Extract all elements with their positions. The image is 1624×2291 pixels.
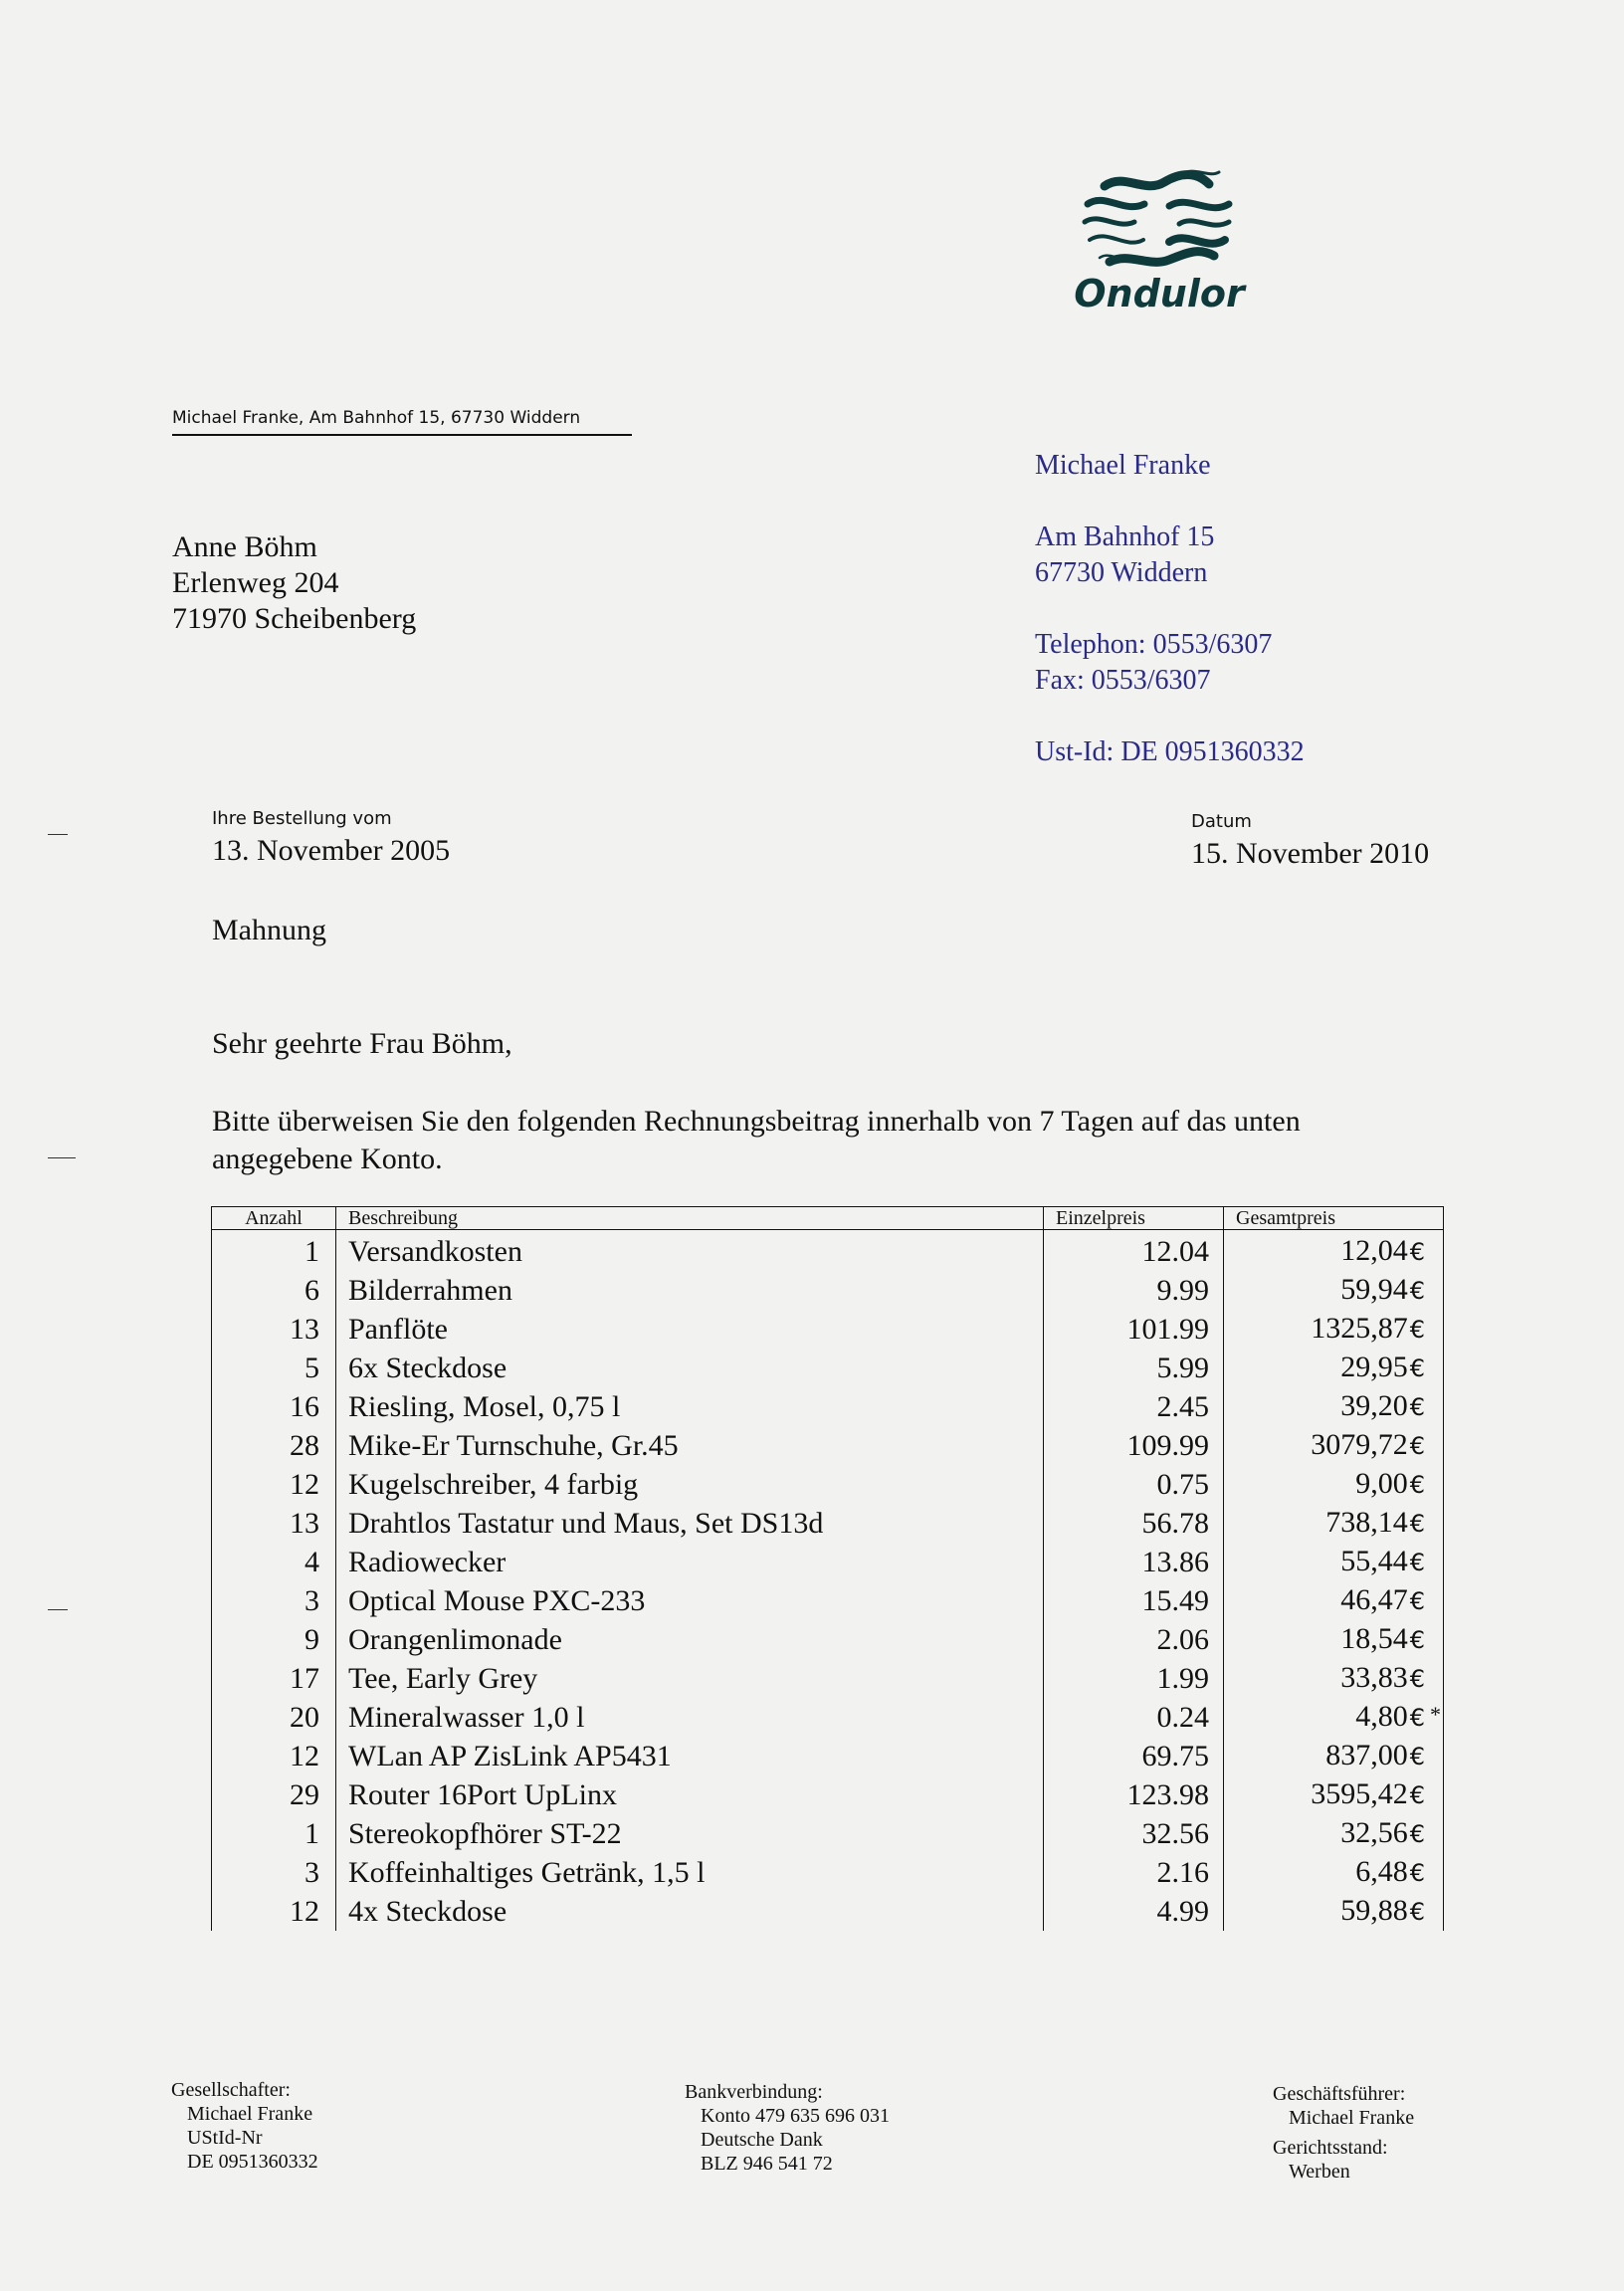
total-amount: 29,95 xyxy=(1340,1351,1408,1383)
total-amount: 837,00 xyxy=(1325,1739,1408,1771)
total-amount: 33,83 xyxy=(1340,1661,1408,1694)
cell-unit-price: 101.99 xyxy=(1044,1310,1224,1349)
cell-description: Radiowecker xyxy=(336,1543,1044,1581)
table-row xyxy=(212,1426,1444,1465)
column-header-unit-price: Einzelpreis xyxy=(1044,1207,1224,1230)
cell-description: Kugelschreiber, 4 farbig xyxy=(336,1465,1044,1504)
cell-description: Drahtlos Tastatur und Maus, Set DS13d xyxy=(336,1504,1044,1543)
footer-bank-line: Deutsche Dank xyxy=(701,2129,823,2151)
euro-icon: € xyxy=(1409,1626,1425,1654)
cell-unit-price: 2.45 xyxy=(1044,1387,1224,1426)
euro-icon: € xyxy=(1409,1471,1425,1499)
footer-management-title: Geschäftsführer: xyxy=(1273,2083,1406,2105)
table-row xyxy=(212,1814,1444,1853)
cell-description: 6x Steckdose xyxy=(336,1349,1044,1387)
cell-description: Mike-Er Turnschuhe, Gr.45 xyxy=(336,1426,1044,1465)
table-row xyxy=(212,1230,1444,1272)
table-row xyxy=(212,1775,1444,1814)
cell-total-price xyxy=(1224,1581,1444,1620)
table-row xyxy=(212,1271,1444,1310)
cell-quantity: 13 xyxy=(212,1310,336,1349)
column-header-description: Beschreibung xyxy=(336,1207,1044,1230)
total-amount: 18,54 xyxy=(1340,1622,1408,1655)
cell-total-price xyxy=(1224,1853,1444,1892)
cell-total-price xyxy=(1224,1349,1444,1387)
cell-quantity: 1 xyxy=(212,1814,336,1853)
footer-partners-line: DE 0951360332 xyxy=(187,2151,318,2173)
total-amount: 3595,42 xyxy=(1311,1777,1408,1810)
invoice-table xyxy=(211,1206,1443,1931)
euro-icon: € xyxy=(1409,1432,1425,1460)
logo-text: Ondulor xyxy=(1074,272,1245,315)
cell-description: Router 16Port UpLinx xyxy=(336,1775,1044,1814)
cell-quantity: 17 xyxy=(212,1659,336,1698)
column-header-quantity: Anzahl xyxy=(212,1207,336,1230)
table-row xyxy=(212,1620,1444,1659)
cell-description: Orangenlimonade xyxy=(336,1620,1044,1659)
table-row xyxy=(212,1581,1444,1620)
cell-quantity: 13 xyxy=(212,1504,336,1543)
table-row xyxy=(212,1892,1444,1931)
fold-mark xyxy=(48,1609,68,1610)
euro-icon: € xyxy=(1409,1743,1425,1770)
total-amount: 55,44 xyxy=(1340,1545,1408,1577)
sender-city: 67730 Widdern xyxy=(1035,557,1208,588)
cell-total-price xyxy=(1224,1387,1444,1426)
cell-quantity: 16 xyxy=(212,1387,336,1426)
cell-total-price xyxy=(1224,1698,1444,1737)
fold-mark xyxy=(48,834,68,835)
cell-quantity: 3 xyxy=(212,1853,336,1892)
cell-description: 4x Steckdose xyxy=(336,1892,1044,1931)
recipient-name: Anne Böhm xyxy=(172,530,317,563)
letter-subject: Mahnung xyxy=(212,914,326,946)
table-row xyxy=(212,1698,1444,1737)
cell-quantity: 1 xyxy=(212,1230,336,1272)
footer-partners xyxy=(171,2078,318,2174)
cell-unit-price: 4.99 xyxy=(1044,1892,1224,1931)
total-amount: 46,47 xyxy=(1340,1583,1408,1616)
cell-total-price xyxy=(1224,1892,1444,1931)
euro-icon: € xyxy=(1409,1859,1425,1887)
cell-unit-price: 1.99 xyxy=(1044,1659,1224,1698)
footer-bank-line: BLZ 946 541 72 xyxy=(701,2153,833,2175)
footer-partners-line: UStId-Nr xyxy=(187,2127,263,2149)
cell-description: Koffeinhaltiges Getränk, 1,5 l xyxy=(336,1853,1044,1892)
cell-description: Riesling, Mosel, 0,75 l xyxy=(336,1387,1044,1426)
cell-description: WLan AP ZisLink AP5431 xyxy=(336,1737,1044,1775)
footer-bank-title: Bankverbindung: xyxy=(685,2081,823,2103)
cell-description: Versandkosten xyxy=(336,1230,1044,1272)
cell-unit-price: 123.98 xyxy=(1044,1775,1224,1814)
cell-total-price xyxy=(1224,1465,1444,1504)
total-amount: 9,00 xyxy=(1355,1467,1408,1500)
cell-description: Stereokopfhörer ST-22 xyxy=(336,1814,1044,1853)
table-row xyxy=(212,1853,1444,1892)
cell-quantity: 5 xyxy=(212,1349,336,1387)
footer-bank-line: Konto 479 635 696 031 xyxy=(701,2105,890,2127)
table-row xyxy=(212,1504,1444,1543)
euro-icon: € xyxy=(1409,1898,1425,1926)
cell-quantity: 12 xyxy=(212,1737,336,1775)
cell-quantity: 9 xyxy=(212,1620,336,1659)
cell-total-price xyxy=(1224,1504,1444,1543)
cell-unit-price: 69.75 xyxy=(1044,1737,1224,1775)
cell-total-price xyxy=(1224,1659,1444,1698)
euro-icon: € xyxy=(1409,1549,1425,1576)
cell-unit-price: 32.56 xyxy=(1044,1814,1224,1853)
cell-quantity: 28 xyxy=(212,1426,336,1465)
euro-icon: € xyxy=(1409,1238,1425,1266)
footnote-mark: * xyxy=(1430,1702,1441,1727)
euro-icon: € xyxy=(1409,1510,1425,1538)
cell-description: Panflöte xyxy=(336,1310,1044,1349)
euro-icon: € xyxy=(1409,1316,1425,1344)
table-row xyxy=(212,1310,1444,1349)
date-label: Datum xyxy=(1191,811,1252,832)
cell-unit-price: 13.86 xyxy=(1044,1543,1224,1581)
sender-street: Am Bahnhof 15 xyxy=(1035,521,1215,552)
cell-unit-price: 12.04 xyxy=(1044,1230,1224,1272)
cell-unit-price: 9.99 xyxy=(1044,1271,1224,1310)
wave-logo-icon xyxy=(1070,164,1249,274)
footer-partners-title: Gesellschafter: xyxy=(171,2079,291,2101)
sender-ustid: Ust-Id: DE 0951360332 xyxy=(1035,736,1305,767)
cell-total-price xyxy=(1224,1775,1444,1814)
cell-quantity: 6 xyxy=(212,1271,336,1310)
recipient-city: 71970 Scheibenberg xyxy=(172,602,417,635)
table-row xyxy=(212,1543,1444,1581)
cell-quantity: 12 xyxy=(212,1892,336,1931)
footer-bank xyxy=(685,2080,890,2176)
sender-info xyxy=(1035,448,1305,770)
euro-icon: € xyxy=(1409,1704,1425,1732)
cell-description: Mineralwasser 1,0 l xyxy=(336,1698,1044,1737)
cell-description: Tee, Early Grey xyxy=(336,1659,1044,1698)
total-amount: 1325,87 xyxy=(1311,1312,1408,1345)
total-amount: 4,80 xyxy=(1355,1700,1408,1733)
cell-unit-price: 0.75 xyxy=(1044,1465,1224,1504)
total-amount: 32,56 xyxy=(1340,1816,1408,1849)
cell-total-price xyxy=(1224,1230,1444,1272)
recipient-address xyxy=(172,529,416,637)
euro-icon: € xyxy=(1409,1393,1425,1421)
company-logo xyxy=(1070,164,1249,333)
cell-total-price xyxy=(1224,1426,1444,1465)
table-row xyxy=(212,1387,1444,1426)
cell-unit-price: 0.24 xyxy=(1044,1698,1224,1737)
letter-greeting: Sehr geehrte Frau Böhm, xyxy=(212,1027,512,1060)
total-amount: 12,04 xyxy=(1340,1234,1408,1267)
cell-quantity: 20 xyxy=(212,1698,336,1737)
sender-name: Michael Franke xyxy=(1035,450,1211,481)
euro-icon: € xyxy=(1409,1277,1425,1305)
cell-total-price xyxy=(1224,1543,1444,1581)
euro-icon: € xyxy=(1409,1587,1425,1615)
recipient-street: Erlenweg 204 xyxy=(172,566,339,599)
table-row xyxy=(212,1465,1444,1504)
euro-icon: € xyxy=(1409,1820,1425,1848)
order-date: 13. November 2005 xyxy=(212,834,451,867)
cell-total-price xyxy=(1224,1310,1444,1349)
sender-phone: Telephon: 0553/6307 xyxy=(1035,629,1273,660)
table-header-row xyxy=(212,1207,1444,1230)
table-row xyxy=(212,1737,1444,1775)
letter-body: Bitte überweisen Sie den folgenden Rechnungsbeitrag innerhalb von 7 Tagen auf das unten angegebene Konto. xyxy=(212,1105,1301,1175)
order-date-label: Ihre Bestellung vom xyxy=(212,808,392,829)
sender-fax: Fax: 0553/6307 xyxy=(1035,665,1211,696)
table-row xyxy=(212,1349,1444,1387)
euro-icon: € xyxy=(1409,1354,1425,1382)
cell-total-price xyxy=(1224,1271,1444,1310)
footer-management xyxy=(1273,2082,1414,2184)
footer-jurisdiction-place: Werben xyxy=(1289,2161,1350,2183)
cell-quantity: 29 xyxy=(212,1775,336,1814)
total-amount: 738,14 xyxy=(1325,1506,1408,1539)
cell-unit-price: 15.49 xyxy=(1044,1581,1224,1620)
letter-date: 15. November 2010 xyxy=(1191,837,1430,870)
total-amount: 59,88 xyxy=(1340,1894,1408,1927)
cell-unit-price: 56.78 xyxy=(1044,1504,1224,1543)
cell-quantity: 3 xyxy=(212,1581,336,1620)
cell-total-price xyxy=(1224,1737,1444,1775)
table-row xyxy=(212,1659,1444,1698)
cell-unit-price: 2.06 xyxy=(1044,1620,1224,1659)
cell-quantity: 12 xyxy=(212,1465,336,1504)
footer-jurisdiction-title: Gerichtsstand: xyxy=(1273,2137,1388,2159)
cell-unit-price: 5.99 xyxy=(1044,1349,1224,1387)
column-header-total-price: Gesamtpreis xyxy=(1224,1207,1444,1230)
total-amount: 6,48 xyxy=(1355,1855,1408,1888)
cell-unit-price: 109.99 xyxy=(1044,1426,1224,1465)
total-amount: 39,20 xyxy=(1340,1389,1408,1422)
cell-description: Optical Mouse PXC-233 xyxy=(336,1581,1044,1620)
cell-unit-price: 2.16 xyxy=(1044,1853,1224,1892)
total-amount: 59,94 xyxy=(1340,1273,1408,1306)
euro-icon: € xyxy=(1409,1781,1425,1809)
punch-mark xyxy=(48,1157,76,1158)
cell-total-price xyxy=(1224,1620,1444,1659)
cell-total-price xyxy=(1224,1814,1444,1853)
sender-return-line: Michael Franke, Am Bahnhof 15, 67730 Widdern xyxy=(172,408,632,436)
cell-description: Bilderrahmen xyxy=(336,1271,1044,1310)
cell-quantity: 4 xyxy=(212,1543,336,1581)
footer-partners-line: Michael Franke xyxy=(187,2103,313,2125)
total-amount: 3079,72 xyxy=(1311,1428,1408,1461)
euro-icon: € xyxy=(1409,1665,1425,1693)
footer-management-name: Michael Franke xyxy=(1289,2107,1415,2129)
